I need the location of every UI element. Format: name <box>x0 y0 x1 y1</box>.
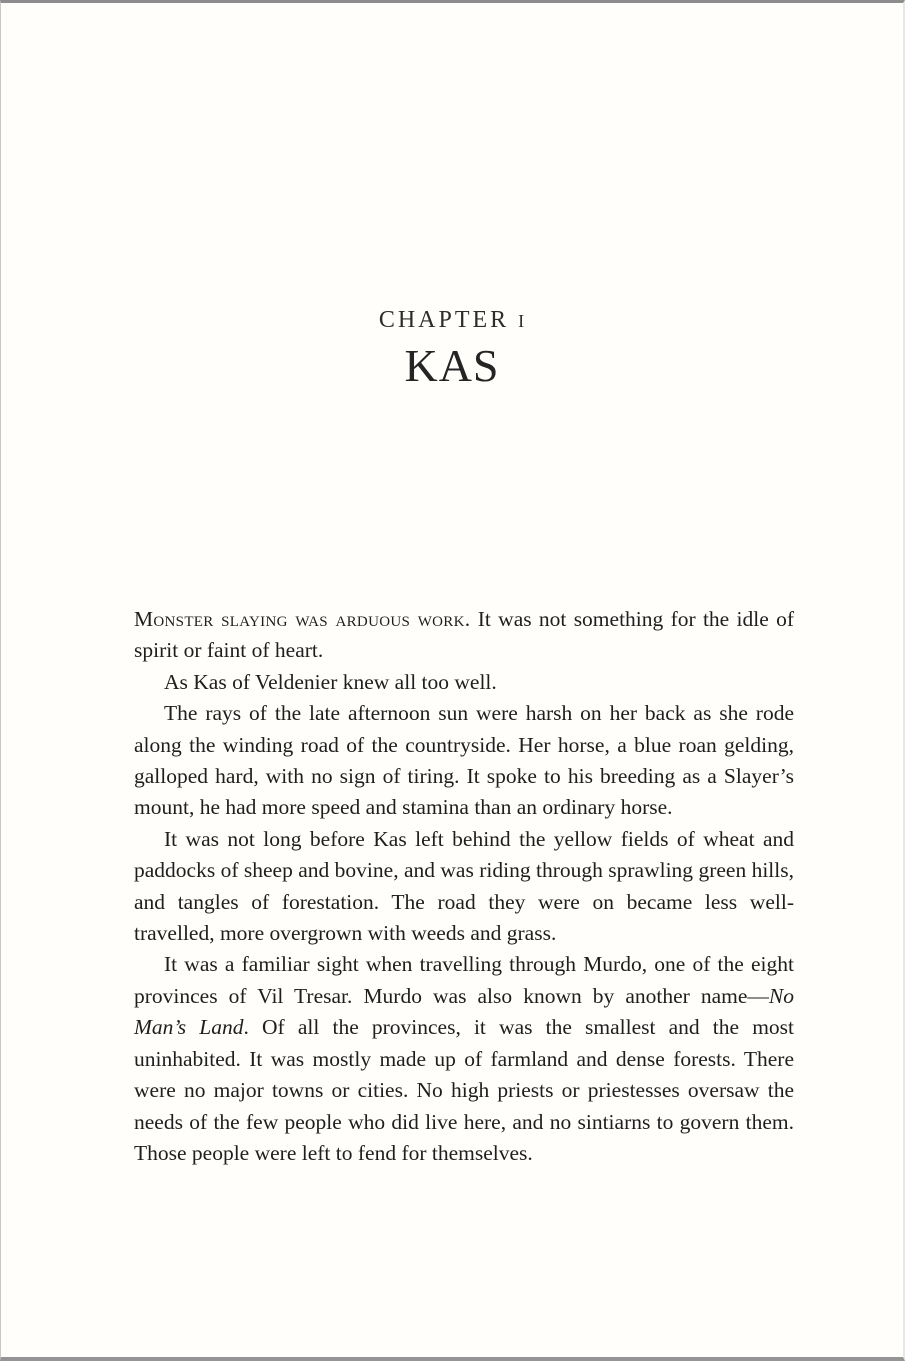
body-text <box>134 604 794 1169</box>
chapter-heading-label: CHAPTER <box>378 307 510 333</box>
paragraph-4-text: It was not long before Kas left behind the yellow fields of wheat and paddocks of sheep and bovine, and was riding through sprawling green hills, and tangles of forestation. The road they were on became less well-travelled, more overgrown with weeds and grass. <box>134 826 794 946</box>
chapter-heading <box>1 307 903 334</box>
paragraph-2 <box>134 667 794 698</box>
paragraph-3-text: The rays of the late afternoon sun were harsh on her back as she rode along the winding road of the countryside. Her horse, a blue roan gelding, galloped hard, with no sign of tiring. It spoke to his breeding as a Slayer’s mount, he had more speed and stamina than an ordinary horse. <box>134 701 794 820</box>
paragraph-5-text-a: It was a familiar sight when travelling through Murdo, one of the eight provinces of Vil Tresar. Murdo was also known by another name— <box>134 952 794 1008</box>
paragraph-1-leadin-smallcaps: Monster slaying was arduous work. <box>134 607 471 631</box>
paragraph-5-italic-phrase: No Man’s Land <box>134 983 794 1040</box>
chapter-heading-numeral: I <box>518 311 526 331</box>
paragraph-1 <box>134 604 794 667</box>
paragraph-2-text: As Kas of Veldenier knew all too well. <box>164 669 497 694</box>
chapter-title: KAS <box>404 340 500 391</box>
paragraph-1-text: It was not something for the idle of spirit or faint of heart. <box>134 607 794 663</box>
paragraph-5-text-b: . Of all the provinces, it was the smallest and the most uninhabited. It was mostly made up of farmland and dense forests. There were no major towns or cities. No high priests or priestesses oversaw the needs of the few people who did live here, and no sintiarns to govern them. Those people were left to fend for themselves. <box>134 1015 795 1165</box>
paragraph-3 <box>134 698 794 824</box>
paragraph-5 <box>134 949 794 1169</box>
paragraph-4 <box>134 824 794 950</box>
